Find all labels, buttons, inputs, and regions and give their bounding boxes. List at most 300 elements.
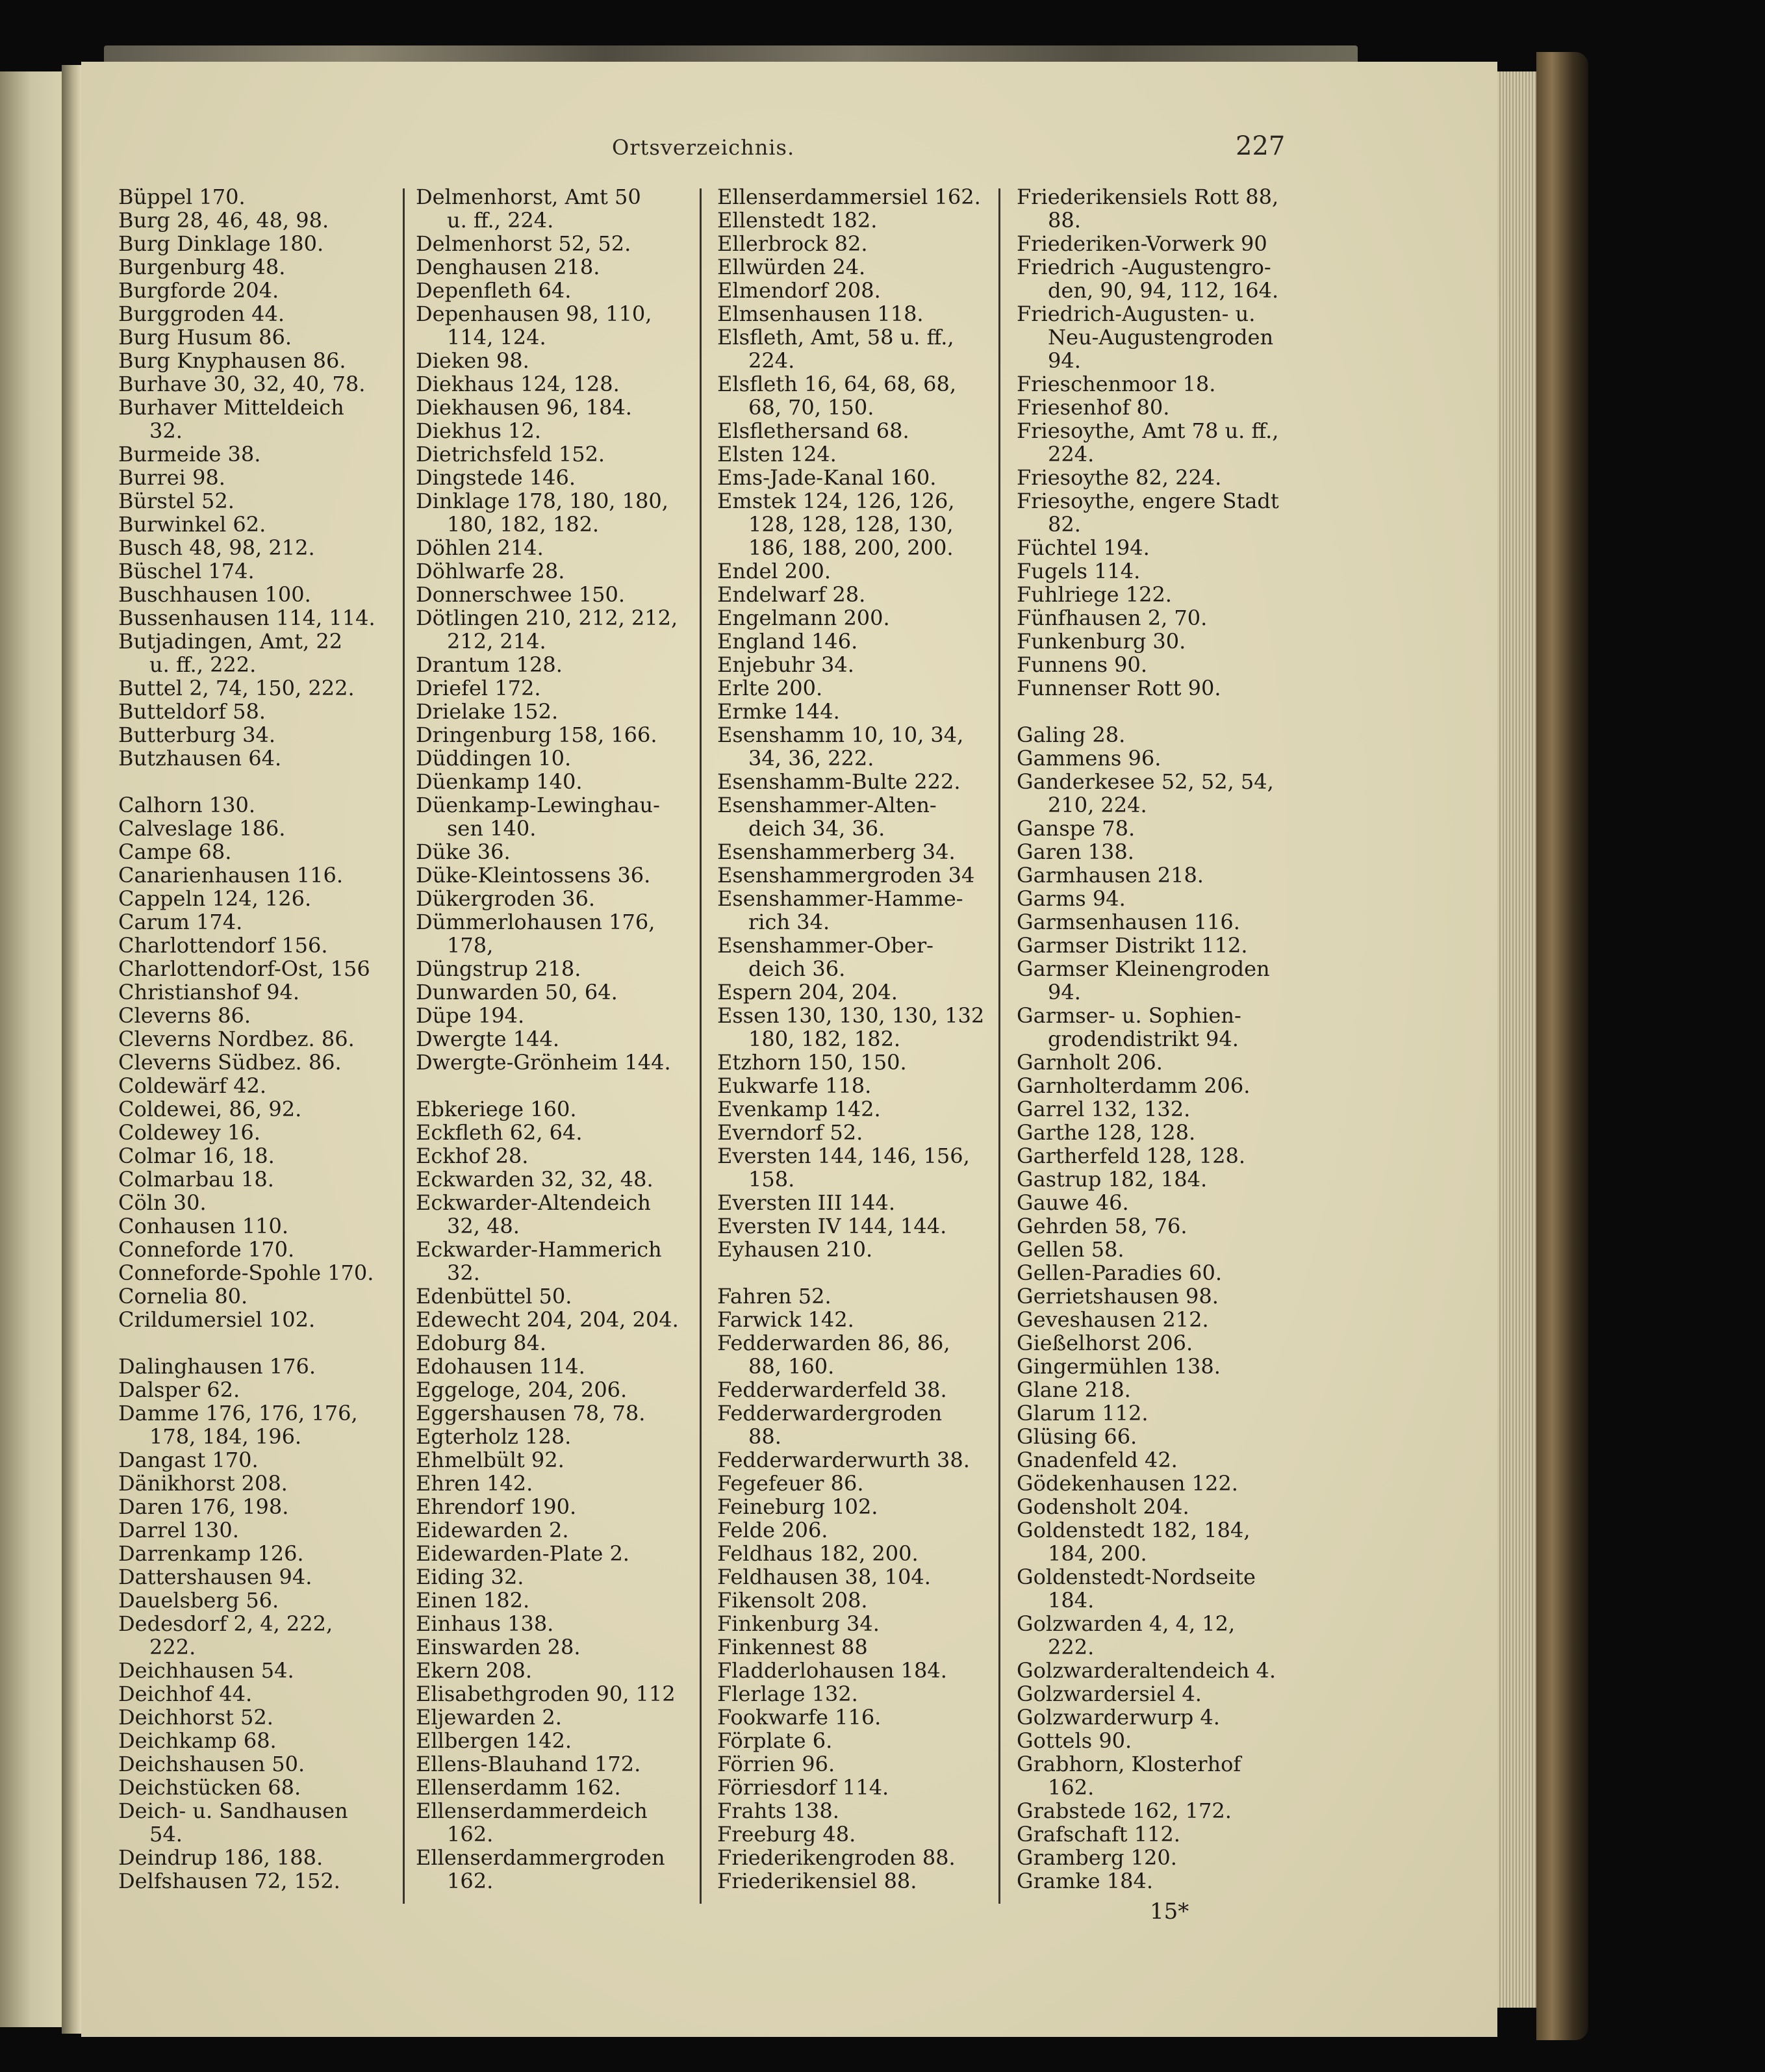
index-entry: Ehrendorf 190. xyxy=(416,1494,577,1519)
index-entry-continuation: 184, 200. xyxy=(1048,1541,1147,1566)
index-entry: Eversten III 144. xyxy=(717,1190,896,1215)
index-entry: Dunwarden 50, 64. xyxy=(416,980,618,1004)
index-entry: Grabstede 162, 172. xyxy=(1017,1798,1232,1823)
index-entry: Deindrup 186, 188. xyxy=(118,1845,324,1870)
index-entry: Gerrietshausen 98. xyxy=(1017,1284,1219,1309)
index-entry: Glarum 112. xyxy=(1017,1401,1149,1426)
index-entry: Eidewarden-Plate 2. xyxy=(416,1541,629,1566)
index-entry: Dinklage 178, 180, 180, xyxy=(416,489,668,513)
index-entry-continuation: 184. xyxy=(1048,1588,1095,1613)
index-entry: Ellenserdammergroden xyxy=(416,1845,665,1870)
index-entry: Friesoythe, engere Stadt xyxy=(1017,489,1279,513)
index-entry: Fladderlohausen 184. xyxy=(717,1658,947,1683)
index-entry: England 146. xyxy=(717,629,858,654)
index-entry: Burwinkel 62. xyxy=(118,512,266,537)
index-entry: Dingstede 146. xyxy=(416,465,576,490)
index-entry: Ganderkesee 52, 52, 54, xyxy=(1017,769,1274,794)
index-entry: Dalsper 62. xyxy=(118,1377,240,1402)
index-entry: Cöln 30. xyxy=(118,1190,207,1215)
index-entry-continuation: rich 34. xyxy=(748,910,830,934)
signature-mark: 15* xyxy=(1150,1899,1189,1925)
index-entry: Endelwarf 28. xyxy=(717,582,866,607)
index-entry: Charlottendorf 156. xyxy=(118,933,328,958)
index-entry-continuation: 178, xyxy=(447,933,494,958)
index-entry: Campe 68. xyxy=(118,839,232,864)
index-entry: Förplate 6. xyxy=(717,1728,833,1753)
index-entry: Garmsenhausen 116. xyxy=(1017,910,1240,934)
index-entry-continuation: 54. xyxy=(149,1822,183,1847)
index-entry-continuation: 32. xyxy=(447,1260,480,1285)
index-entry-continuation: 186, 188, 200, 200. xyxy=(748,535,954,560)
index-entry: Garmhausen 218. xyxy=(1017,863,1204,888)
index-entry-continuation: 178, 184, 196. xyxy=(149,1424,302,1449)
index-entry: Glane 218. xyxy=(1017,1377,1131,1402)
index-entry: Garthe 128, 128. xyxy=(1017,1120,1196,1145)
index-entry: Edohausen 114. xyxy=(416,1354,585,1379)
index-entry: Gingermühlen 138. xyxy=(1017,1354,1221,1379)
index-entry: Eukwarfe 118. xyxy=(717,1073,872,1098)
index-entry: Eckwarder-Hammerich xyxy=(416,1237,662,1262)
index-entry-continuation: 180, 182, 182. xyxy=(447,512,600,537)
index-entry-continuation: 82. xyxy=(1048,512,1081,537)
index-entry-continuation: 114, 124. xyxy=(447,325,546,350)
index-entry: Burg Knyphausen 86. xyxy=(118,348,346,373)
index-entry: Dwergte 144. xyxy=(416,1027,559,1051)
index-entry: Garrel 132, 132. xyxy=(1017,1097,1191,1121)
index-entry-continuation: sen 140. xyxy=(447,816,537,841)
index-entry: Golzwarderaltendeich 4. xyxy=(1017,1658,1276,1683)
index-entry-continuation: 68, 70, 150. xyxy=(748,395,874,420)
index-entry: Fikensolt 208. xyxy=(717,1588,868,1613)
index-entry: Endel 200. xyxy=(717,559,832,583)
index-entry: Eljewarden 2. xyxy=(416,1705,562,1730)
index-entry: Deichhausen 54. xyxy=(118,1658,294,1683)
index-column-1 xyxy=(118,185,404,1893)
index-entry: Freeburg 48. xyxy=(717,1822,856,1847)
index-entry: Godensholt 204. xyxy=(1017,1494,1189,1519)
left-page-edge xyxy=(0,71,62,2027)
index-entry-continuation: 32. xyxy=(149,418,183,443)
index-entry: Ellenserdammersiel 162. xyxy=(717,185,981,209)
index-entry: Cleverns Nordbez. 86. xyxy=(118,1027,355,1051)
index-entry: Butteldorf 58. xyxy=(118,699,266,724)
index-entry-continuation: 180, 182, 182. xyxy=(748,1027,901,1051)
index-entry: Düpe 194. xyxy=(416,1003,525,1028)
index-entry: Elmendorf 208. xyxy=(717,278,881,303)
index-column-3 xyxy=(717,185,1003,1893)
index-entry: Funnenser Rott 90. xyxy=(1017,676,1221,700)
index-entry-continuation: 94. xyxy=(1048,348,1081,373)
index-entry: Eckwarden 32, 32, 48. xyxy=(416,1167,654,1192)
index-entry: Finkennest 88 xyxy=(717,1635,868,1659)
index-entry: Golzwarden 4, 4, 12, xyxy=(1017,1611,1236,1636)
letter-section-gap xyxy=(416,1074,702,1097)
index-entry-continuation: u. ff., 222. xyxy=(149,652,257,677)
index-entry: Esenshammer-Hamme- xyxy=(717,886,963,911)
index-entry-continuation: 210, 224. xyxy=(1048,793,1147,817)
index-entry: Gramberg 120. xyxy=(1017,1845,1177,1870)
index-entry: Fuhlriege 122. xyxy=(1017,582,1172,607)
index-entry: Delmenhorst, Amt 50 xyxy=(416,185,641,209)
index-entry-continuation: 158. xyxy=(748,1167,795,1192)
index-entry: Cleverns 86. xyxy=(118,1003,251,1028)
index-entry: Friesoythe 82, 224. xyxy=(1017,465,1222,490)
index-entry-continuation: 162. xyxy=(447,1822,494,1847)
page-header xyxy=(0,131,1765,174)
index-entry: Deichhof 44. xyxy=(118,1682,253,1706)
index-entry-continuation: 222. xyxy=(149,1635,196,1659)
index-entry: Calveslage 186. xyxy=(118,816,286,841)
index-entry-continuation: grodendistrikt 94. xyxy=(1048,1027,1239,1051)
index-entry: Deichshausen 50. xyxy=(118,1752,305,1776)
index-entry: Glüsing 66. xyxy=(1017,1424,1137,1449)
index-entry: Ellens-Blauhand 172. xyxy=(416,1752,641,1776)
index-entry: Burrei 98. xyxy=(118,465,225,490)
index-entry: Garmser Distrikt 112. xyxy=(1017,933,1248,958)
index-entry: Colmar 16, 18. xyxy=(118,1144,275,1168)
index-entry: Düke-Kleintossens 36. xyxy=(416,863,651,888)
index-entry-continuation: 88. xyxy=(1048,208,1081,233)
book-gutter xyxy=(62,65,81,2034)
index-entry: Delfshausen 72, 152. xyxy=(118,1869,340,1893)
index-entry: Conneforde-Spohle 170. xyxy=(118,1260,374,1285)
index-entry: Fookwarfe 116. xyxy=(717,1705,882,1730)
index-entry: Gellen 58. xyxy=(1017,1237,1124,1262)
index-entry: Friederiken-Vorwerk 90 xyxy=(1017,231,1267,256)
index-entry: Garnholterdamm 206. xyxy=(1017,1073,1251,1098)
index-entry: Feldhausen 38, 104. xyxy=(717,1565,931,1589)
index-entry: Fünfhausen 2, 70. xyxy=(1017,606,1208,630)
running-title: Ortsverzeichnis. xyxy=(612,135,795,160)
index-entry: Dietrichsfeld 152. xyxy=(416,442,605,467)
index-entry: Gehrden 58, 76. xyxy=(1017,1214,1187,1238)
index-entry: Conhausen 110. xyxy=(118,1214,289,1238)
index-entry: Eckfleth 62, 64. xyxy=(416,1120,583,1145)
index-entry: Elsten 124. xyxy=(717,442,837,467)
index-entry: Driefel 172. xyxy=(416,676,541,700)
index-entry: Esenshamm-Bulte 222. xyxy=(717,769,961,794)
index-entry: Daren 176, 198. xyxy=(118,1494,289,1519)
index-entry: Förrien 96. xyxy=(717,1752,835,1776)
index-column-2 xyxy=(416,185,702,1893)
index-entry: Einswarden 28. xyxy=(416,1635,581,1659)
index-entry: Gnadenfeld 42. xyxy=(1017,1448,1178,1472)
index-entry: Crildumersiel 102. xyxy=(118,1307,316,1332)
index-entry-continuation: 222. xyxy=(1048,1635,1095,1659)
index-entry: Deichhorst 52. xyxy=(118,1705,273,1730)
index-entry: Darrel 130. xyxy=(118,1518,239,1542)
index-entry: Esenshammerberg 34. xyxy=(717,839,956,864)
index-entry: Darrenkamp 126. xyxy=(118,1541,304,1566)
index-entry-continuation: u. ff., 224. xyxy=(447,208,554,233)
index-entry: Gramke 184. xyxy=(1017,1869,1154,1893)
index-entry: Feineburg 102. xyxy=(717,1494,878,1519)
index-entry: Dangast 170. xyxy=(118,1448,259,1472)
index-entry-continuation: deich 36. xyxy=(748,956,846,981)
index-entry: Burg Dinklage 180. xyxy=(118,231,324,256)
index-entry: Butzhausen 64. xyxy=(118,746,282,771)
index-entry: Finkenburg 34. xyxy=(717,1611,880,1636)
index-entry: Esenshammer-Ober- xyxy=(717,933,933,958)
index-entry: Grafschaft 112. xyxy=(1017,1822,1180,1847)
index-entry: Butjadingen, Amt, 22 xyxy=(118,629,343,654)
index-entry: Cornelia 80. xyxy=(118,1284,248,1309)
index-entry: Friederikensiels Rott 88, xyxy=(1017,185,1279,209)
index-entry: Gellen-Paradies 60. xyxy=(1017,1260,1223,1285)
index-entry-continuation: 162. xyxy=(447,1869,494,1893)
index-entry: Burgenburg 48. xyxy=(118,255,286,279)
index-entry: Edewecht 204, 204, 204. xyxy=(416,1307,679,1332)
index-entry: Füchtel 194. xyxy=(1017,535,1150,560)
index-entry: Goldenstedt 182, 184, xyxy=(1017,1518,1251,1542)
index-entry-continuation: 162. xyxy=(1048,1775,1095,1800)
index-entry: Denghausen 218. xyxy=(416,255,600,279)
index-entry: Fugels 114. xyxy=(1017,559,1141,583)
index-entry: Everndorf 52. xyxy=(717,1120,863,1145)
index-entry: Büschel 174. xyxy=(118,559,255,583)
index-entry: Dötlingen 210, 212, 212, xyxy=(416,606,678,630)
index-entry: Fedderwardergroden xyxy=(717,1401,943,1426)
index-entry: Donnerschwee 150. xyxy=(416,582,626,607)
index-entry: Eversten IV 144, 144. xyxy=(717,1214,947,1238)
page-block-edge xyxy=(1497,71,1536,2008)
index-entry: Depenfleth 64. xyxy=(416,278,572,303)
index-entry: Golzwarderwurp 4. xyxy=(1017,1705,1220,1730)
index-entry: Eggeloge, 204, 206. xyxy=(416,1377,628,1402)
index-entry: Bussenhausen 114, 114. xyxy=(118,606,375,630)
index-entry: Canarienhausen 116. xyxy=(118,863,344,888)
index-entry: Esenshamm 10, 10, 34, xyxy=(717,723,964,747)
index-entry: Dauelsberg 56. xyxy=(118,1588,279,1613)
index-entry: Goldenstedt-Nordseite xyxy=(1017,1565,1256,1589)
index-entry: Friedrich-Augusten- u. xyxy=(1017,301,1256,326)
index-entry: Colmarbau 18. xyxy=(118,1167,274,1192)
index-entry: Dedesdorf 2, 4, 222, xyxy=(118,1611,333,1636)
index-entry-continuation: 224. xyxy=(748,348,795,373)
index-entry: Eckhof 28. xyxy=(416,1144,529,1168)
index-entry-continuation: 224. xyxy=(1048,442,1095,467)
index-entry: Elsflethersand 68. xyxy=(717,418,909,443)
index-entry: Ekern 208. xyxy=(416,1658,533,1683)
index-entry: Christianshof 94. xyxy=(118,980,300,1004)
index-entry: Dringenburg 158, 166. xyxy=(416,723,657,747)
index-entry: Dwergte-Grönheim 144. xyxy=(416,1050,671,1075)
index-entry: Burg Husum 86. xyxy=(118,325,292,350)
index-entry: Düenkamp-Lewinghau- xyxy=(416,793,660,817)
page-number: 227 xyxy=(1236,131,1286,161)
index-entry: Funnens 90. xyxy=(1017,652,1148,677)
index-entry: Dalinghausen 176. xyxy=(118,1354,316,1379)
index-entry: Coldewei, 86, 92. xyxy=(118,1097,302,1121)
index-entry: Ellerbrock 82. xyxy=(717,231,868,256)
index-entry: Geveshausen 212. xyxy=(1017,1307,1209,1332)
index-entry: Ems-Jade-Kanal 160. xyxy=(717,465,937,490)
index-entry: Elisabethgroden 90, 112 xyxy=(416,1682,676,1706)
index-entry: Calhorn 130. xyxy=(118,793,255,817)
index-entry: Feldhaus 182, 200. xyxy=(717,1541,919,1566)
index-entry: Eckwarder-Altendeich xyxy=(416,1190,651,1215)
index-entry: Ellwürden 24. xyxy=(717,255,866,279)
index-entry: Garnholt 206. xyxy=(1017,1050,1163,1075)
index-entry: Conneforde 170. xyxy=(118,1237,295,1262)
index-entry: Cleverns Südbez. 86. xyxy=(118,1050,342,1075)
index-entry-continuation: 88. xyxy=(748,1424,781,1449)
index-entry: Ehmelbült 92. xyxy=(416,1448,565,1472)
index-entry: Erlte 200. xyxy=(717,676,823,700)
index-entry: Gießelhorst 206. xyxy=(1017,1331,1193,1355)
index-entry: Edenbüttel 50. xyxy=(416,1284,572,1309)
index-entry: Burgforde 204. xyxy=(118,278,279,303)
index-entry: Förriesdorf 114. xyxy=(717,1775,889,1800)
index-entry: Elmsenhausen 118. xyxy=(717,301,924,326)
letter-section-gap xyxy=(1017,700,1302,723)
book-cover-edge xyxy=(1536,52,1588,2040)
index-entry: Friederikensiel 88. xyxy=(717,1869,917,1893)
index-entry: Einhaus 138. xyxy=(416,1611,554,1636)
index-entry: Eggershausen 78, 78. xyxy=(416,1401,646,1426)
index-entry: Deichstücken 68. xyxy=(118,1775,301,1800)
index-entry-continuation: 32, 48. xyxy=(447,1214,520,1238)
index-entry: Ellbergen 142. xyxy=(416,1728,572,1753)
index-entry: Edoburg 84. xyxy=(416,1331,547,1355)
index-entry: Diekhausen 96, 184. xyxy=(416,395,632,420)
index-entry: Eversten 144, 146, 156, xyxy=(717,1144,970,1168)
index-entry: Galing 28. xyxy=(1017,723,1126,747)
index-entry: Drantum 128. xyxy=(416,652,563,677)
index-entry: Diekhus 12. xyxy=(416,418,541,443)
index-entry: Ermke 144. xyxy=(717,699,840,724)
index-entry: Düenkamp 140. xyxy=(416,769,583,794)
column-divider xyxy=(403,188,405,1904)
index-entry: Coldewärf 42. xyxy=(118,1073,267,1098)
index-entry-continuation: den, 90, 94, 112, 164. xyxy=(1048,278,1279,303)
index-entry: Gödekenhausen 122. xyxy=(1017,1471,1238,1496)
index-entry: Evenkamp 142. xyxy=(717,1097,881,1121)
index-entry: Elsfleth 16, 64, 68, 68, xyxy=(717,372,957,396)
index-entry: Busch 48, 98, 212. xyxy=(118,535,315,560)
index-entry: Coldewey 16. xyxy=(118,1120,260,1145)
index-entry: Burmeide 38. xyxy=(118,442,261,467)
index-entry: Dänikhorst 208. xyxy=(118,1471,288,1496)
letter-section-gap xyxy=(118,770,404,793)
index-entry: Engelmann 200. xyxy=(717,606,890,630)
index-entry: Fegefeuer 86. xyxy=(717,1471,864,1496)
index-entry: Deichkamp 68. xyxy=(118,1728,277,1753)
index-entry: Ebkeriege 160. xyxy=(416,1097,577,1121)
index-entry-continuation: Neu-Augustengroden xyxy=(1048,325,1274,350)
index-entry: Felde 206. xyxy=(717,1518,828,1542)
index-entry-continuation: deich 34, 36. xyxy=(748,816,885,841)
index-entry: Eidewarden 2. xyxy=(416,1518,569,1542)
index-entry: Eiding 32. xyxy=(416,1565,524,1589)
index-entry: Dümmerlohausen 176, xyxy=(416,910,655,934)
index-entry: Esenshammer-Alten- xyxy=(717,793,937,817)
index-entry: Charlottendorf-Ost, 156 xyxy=(118,956,370,981)
index-entry: Dükergroden 36. xyxy=(416,886,596,911)
index-entry: Garmser- u. Sophien- xyxy=(1017,1003,1241,1028)
index-entry: Friesoythe, Amt 78 u. ff., xyxy=(1017,418,1279,443)
index-entry: Garmser Kleinengroden xyxy=(1017,956,1270,981)
column-divider xyxy=(700,188,702,1904)
index-entry: Burggroden 44. xyxy=(118,301,285,326)
index-entry: Emstek 124, 126, 126, xyxy=(717,489,955,513)
index-entry: Damme 176, 176, 176, xyxy=(118,1401,358,1426)
index-entry: Egterholz 128. xyxy=(416,1424,572,1449)
index-entry: Gottels 90. xyxy=(1017,1728,1132,1753)
index-entry: Funkenburg 30. xyxy=(1017,629,1186,654)
index-entry: Ellenstedt 182. xyxy=(717,208,878,233)
index-entry-continuation: 128, 128, 128, 130, xyxy=(748,512,954,537)
index-entry: Friederikengroden 88. xyxy=(717,1845,956,1870)
index-entry: Ellenserdamm 162. xyxy=(416,1775,621,1800)
index-entry: Frieschenmoor 18. xyxy=(1017,372,1216,396)
index-entry: Deich- u. Sandhausen xyxy=(118,1798,348,1823)
index-entry: Farwick 142. xyxy=(717,1307,854,1332)
index-entry: Buttel 2, 74, 150, 222. xyxy=(118,676,355,700)
index-entry: Eyhausen 210. xyxy=(717,1237,873,1262)
index-entry: Esenshammergroden 34 xyxy=(717,863,975,888)
index-entry: Buschhausen 100. xyxy=(118,582,311,607)
index-entry: Gastrup 182, 184. xyxy=(1017,1167,1208,1192)
index-entry: Friesenhof 80. xyxy=(1017,395,1170,420)
index-entry: Gauwe 46. xyxy=(1017,1190,1129,1215)
index-entry: Depenhausen 98, 110, xyxy=(416,301,652,326)
index-entry: Bürstel 52. xyxy=(118,489,235,513)
index-entry: Dieken 98. xyxy=(416,348,529,373)
index-entry: Burhaver Mitteldeich xyxy=(118,395,344,420)
index-entry: Carum 174. xyxy=(118,910,243,934)
index-entry: Flerlage 132. xyxy=(717,1682,858,1706)
index-entry: Elsfleth, Amt, 58 u. ff., xyxy=(717,325,954,350)
index-entry: Büppel 170. xyxy=(118,185,246,209)
index-entry: Düke 36. xyxy=(416,839,511,864)
index-entry: Drielake 152. xyxy=(416,699,559,724)
index-entry: Düddingen 10. xyxy=(416,746,572,771)
index-entry: Friedrich -Augustengro- xyxy=(1017,255,1271,279)
index-entry: Frahts 138. xyxy=(717,1798,839,1823)
index-entry: Einen 182. xyxy=(416,1588,530,1613)
index-entry: Delmenhorst 52, 52. xyxy=(416,231,631,256)
index-entry-continuation: 88, 160. xyxy=(748,1354,835,1379)
index-entry: Garen 138. xyxy=(1017,839,1134,864)
index-entry: Fedderwarderfeld 38. xyxy=(717,1377,947,1402)
index-entry: Diekhaus 124, 128. xyxy=(416,372,620,396)
index-entry-continuation: 94. xyxy=(1048,980,1081,1004)
index-entry: Espern 204, 204. xyxy=(717,980,898,1004)
index-entry: Essen 130, 130, 130, 132 xyxy=(717,1003,985,1028)
letter-section-gap xyxy=(717,1261,1003,1285)
index-entry: Ganspe 78. xyxy=(1017,816,1136,841)
index-entry: Ehren 142. xyxy=(416,1471,533,1496)
index-column-4 xyxy=(1017,185,1302,1893)
column-divider xyxy=(998,188,1000,1904)
index-entry-continuation: 34, 36, 222. xyxy=(748,746,874,771)
index-entry: Burg 28, 46, 48, 98. xyxy=(118,208,329,233)
index-entry: Fedderwarderwurth 38. xyxy=(717,1448,970,1472)
index-entry: Golzwardersiel 4. xyxy=(1017,1682,1202,1706)
letter-section-gap xyxy=(118,1331,404,1355)
index-entry: Etzhorn 150, 150. xyxy=(717,1050,907,1075)
index-entry-continuation: 212, 214. xyxy=(447,629,546,654)
index-entry: Garms 94. xyxy=(1017,886,1126,911)
index-entry: Fahren 52. xyxy=(717,1284,832,1309)
index-entry: Dattershausen 94. xyxy=(118,1565,312,1589)
index-entry: Gartherfeld 128, 128. xyxy=(1017,1144,1245,1168)
index-entry: Düngstrup 218. xyxy=(416,956,581,981)
index-entry: Butterburg 34. xyxy=(118,723,276,747)
index-entry: Ellenserdammerdeich xyxy=(416,1798,648,1823)
index-entry: Enjebuhr 34. xyxy=(717,652,854,677)
